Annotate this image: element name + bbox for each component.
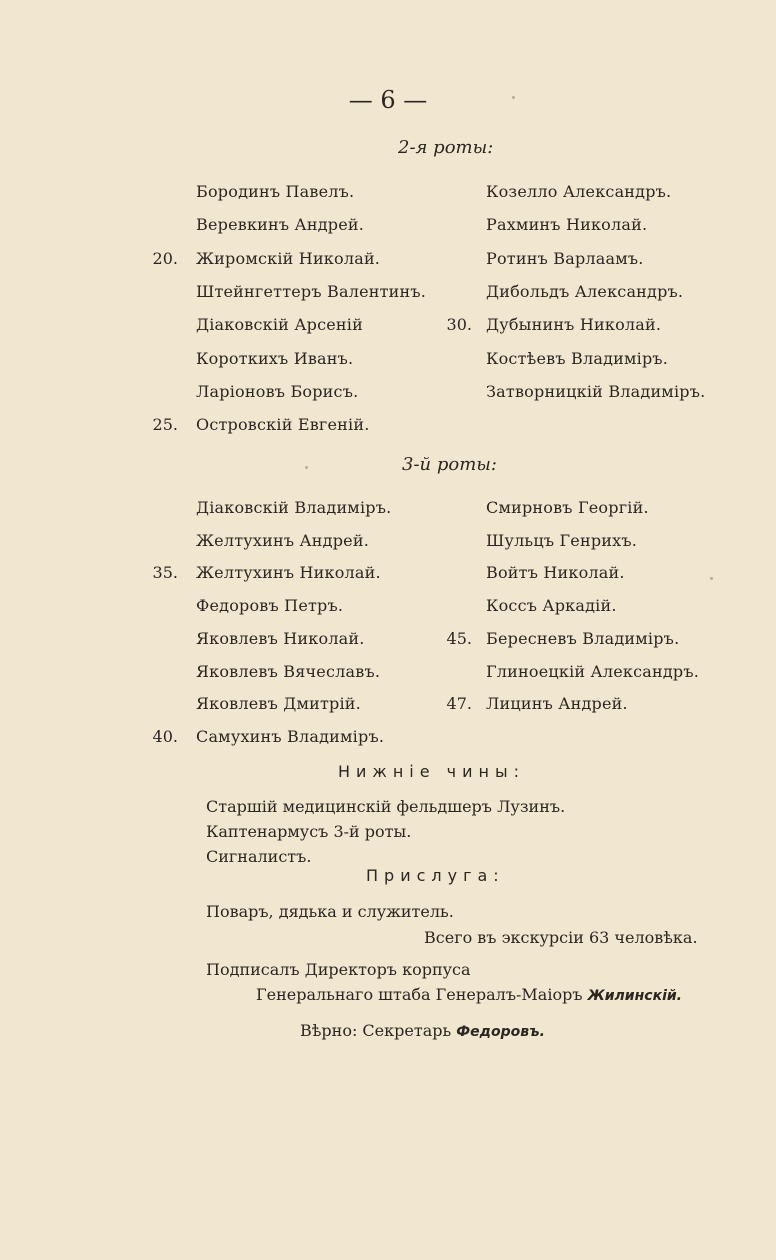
roster-left-name: Короткихъ Иванъ. [196,348,354,368]
roster-left-name: Діаковскій Арсеній [196,315,363,335]
roster-right-name: Дубынинъ Николай. [486,315,662,335]
section-heading-2nd-company: 2-я роты: [398,137,494,158]
roster-left-name: Федоровъ Петръ. [196,596,344,616]
servants-line: Поваръ, дядька и служитель. [206,902,454,921]
roster-right-name: Войтъ Николай. [486,563,625,583]
paper-speck [710,577,713,580]
roster-left-name: Желтухинъ Николай. [196,563,381,583]
signed-line-1: Подписалъ Директоръ корпуса [206,960,471,979]
roster-left-name: Яковлевъ Вячеславъ. [196,661,381,681]
roster-left-number: 25. [152,415,178,435]
roster-right-name: Затворницкій Владиміръ. [486,381,706,401]
signed-line-2 [256,985,682,1004]
roster-right-name: Костѣевъ Владиміръ. [486,348,669,368]
roster-left-name: Яковлевъ Николай. [196,628,365,648]
roster-left-name: Ларіоновъ Борисъ. [196,381,359,401]
lower-ranks-line-1: Старшій медицинскій фельдшеръ Лузинъ. [206,797,566,816]
roster-right-number: 30. [446,315,472,335]
secretary-signature: Федоровъ. [456,1024,545,1040]
lower-ranks-line-3: Сигналистъ. [206,847,312,866]
roster-left-name: Веревкинъ Андрей. [196,215,365,235]
roster-right-name: Дибольдъ Александръ. [486,281,684,301]
roster-right-name: Смирновъ Георгій. [486,498,649,517]
roster-left-number: 35. [152,563,178,583]
roster-right-name: Глиноецкій Александръ. [486,661,700,681]
attest-text: Вѣрно: Секретарь [300,1021,452,1040]
roster-right-name: Козелло Александръ. [486,182,672,201]
signed-title: Генеральнаго штаба Генералъ-Маіоръ [256,985,583,1004]
lower-ranks-line-2: Каптенармусъ 3-й роты. [206,822,412,841]
roster-right-name: Рахминъ Николай. [486,215,648,235]
roster-left-name: Штейнгеттеръ Валентинъ. [196,281,427,301]
roster-right-name: Ротинъ Варлаамъ. [486,248,644,268]
paper-speck [512,96,515,99]
lower-ranks-heading: Нижніе чины: [338,762,526,781]
roster-right-name: Лицинъ Андрей. [486,694,628,714]
section-heading-3rd-company: 3-й роты: [402,454,498,475]
attest-line [300,1021,545,1040]
roster-left-name: Островскій Евгеній. [196,415,370,435]
page-number: — 6 — [348,86,428,114]
roster-left-name: Яковлевъ Дмитрій. [196,694,361,714]
roster-right-number: 47. [446,694,472,714]
roster-left-name: Самухинъ Владиміръ. [196,726,385,746]
roster-right-number: 45. [446,628,472,648]
roster-left-name: Бородинъ Павелъ. [196,182,355,201]
roster-left-name: Жиромскій Николай. [196,248,381,268]
roster-left-number: 20. [152,248,178,268]
roster-left-number: 40. [152,726,178,746]
servants-heading: Прислуга: [366,866,505,885]
roster-right-name: Шульцъ Генрихъ. [486,530,638,550]
roster-right-name: Бересневъ Владиміръ. [486,628,680,648]
total-line: Всего въ экскурсіи 63 человѣка. [424,928,698,947]
paper-speck [305,466,308,469]
roster-left-name: Желтухинъ Андрей. [196,530,369,550]
roster-right-name: Коссъ Аркадій. [486,596,617,616]
director-signature: Жилинскій. [587,988,683,1004]
roster-left-name: Діаковскій Владиміръ. [196,498,392,517]
